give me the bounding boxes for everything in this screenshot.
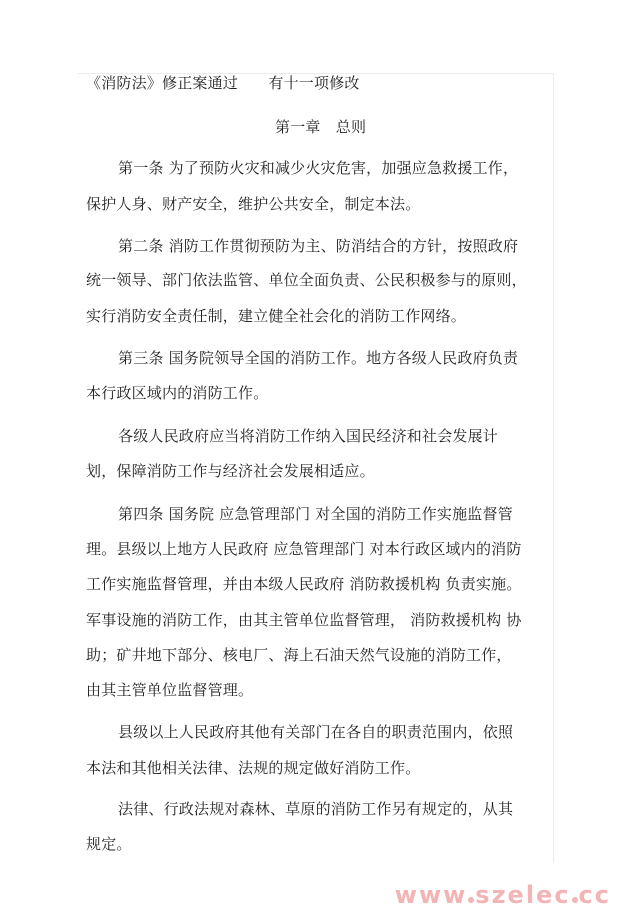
document-heading: 《消防法》修正案通过 有十一项修改 xyxy=(86,74,360,92)
watermark-dot xyxy=(468,897,474,903)
text-line: 划，保障消防工作与经济社会发展相适应。 xyxy=(86,462,375,480)
site-watermark xyxy=(395,881,611,909)
text-line: 规定。 xyxy=(86,835,132,853)
text-line: 由其主管单位监督管理。 xyxy=(86,681,254,699)
text-line: 实行消防安全责任制，建立健全社会化的消防工作网络。 xyxy=(86,307,467,325)
text-line: 本行政区域内的消防工作。 xyxy=(86,384,269,402)
text-line: 助；矿井地下部分、核电厂、海上石油天然气设施的消防工作， xyxy=(86,646,512,664)
watermark-part: szelec xyxy=(475,881,571,909)
text-line: 县级以上人民政府其他有关部门在各自的职责范围内，依照 xyxy=(118,723,514,741)
text-line: 本法和其他相关法律、法规的规定做好消防工作。 xyxy=(86,759,421,777)
text-line: 第三条 国务院领导全国的消防工作。地方各级人民政府负责 xyxy=(118,349,519,367)
text-line: 工作实施监督管理，并由本级人民政府 消防救援机构 负责实施。 xyxy=(86,575,522,593)
text-line: 军事设施的消防工作，由其主管单位监督管理， 消防救援机构 协 xyxy=(86,611,522,629)
text-line: 理。县级以上地方人民政府 应急管理部门 对本行政区域内的消防 xyxy=(86,540,522,558)
text-line: 法律、行政法规对森林、草原的消防工作另有规定的，从其 xyxy=(118,800,514,818)
text-line: 保护人身、财产安全，维护公共安全，制定本法。 xyxy=(86,195,421,213)
watermark-part: www xyxy=(394,881,468,909)
watermark-part: cc xyxy=(578,881,611,909)
text-line: 统一领导、部门依法监管、单位全面负责、公民积极参与的原则， xyxy=(86,271,527,289)
text-line: 第二条 消防工作贯彻预防为主、防消结合的方针，按照政府 xyxy=(118,237,519,255)
text-line: 第四条 国务院 应急管理部门 对全国的消防工作实施监督管 xyxy=(118,505,513,523)
chapter-title: 第一章 总则 xyxy=(275,118,367,136)
text-line: 各级人民政府应当将消防工作纳入国民经济和社会发展计 xyxy=(118,427,499,445)
watermark-dot xyxy=(572,897,578,903)
text-line: 第一条 为了预防火灾和减少火灾危害，加强应急救援工作， xyxy=(118,159,519,177)
